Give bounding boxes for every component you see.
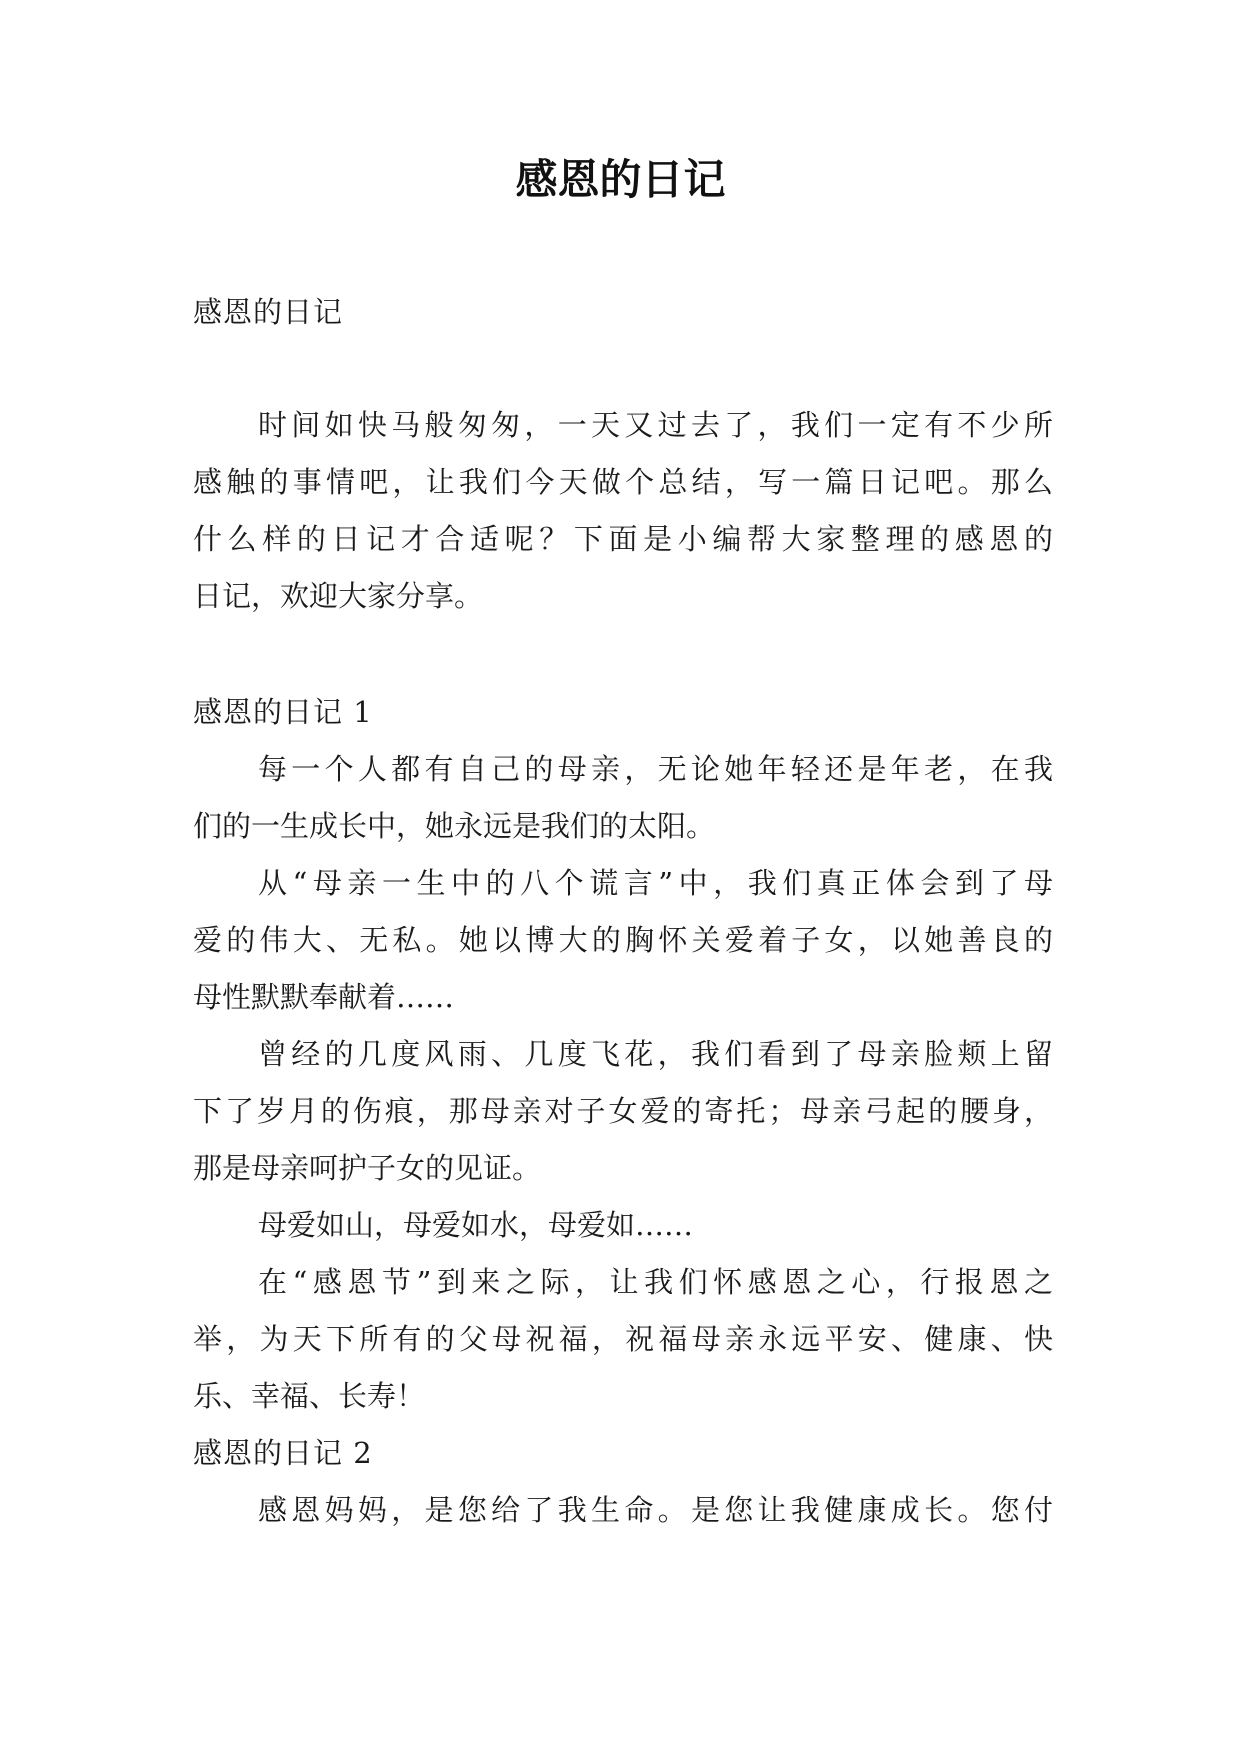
intro-line: 感触的事情吧，让我们今天做个总结，写一篇日记吧。那么 [193,465,1053,499]
intro-line: 时间如快马般匆匆，一天又过去了，我们一定有不少所 [258,408,1053,442]
subtitle: 感恩的日记 [193,295,344,329]
section1-line: 在“感恩节”到来之际，让我们怀感恩之心，行报恩之 [258,1265,1053,1299]
section-heading-2: 感恩的日记 2 [193,1436,373,1470]
section1-line: 母爱如山，母爱如水，母爱如…… [258,1208,694,1242]
section1-line: 举，为天下所有的父母祝福，祝福母亲永远平安、健康、快 [193,1322,1053,1356]
section1-line: 母性默默奉献着…… [193,980,455,1014]
section-heading-1: 感恩的日记 1 [193,695,373,729]
intro-line: 什么样的日记才合适呢？下面是小编帮大家整理的感恩的 [193,522,1053,556]
section1-line: 下了岁月的伤痕，那母亲对子女爱的寄托；母亲弓起的腰身， [193,1094,1053,1128]
section1-line: 曾经的几度风雨、几度飞花，我们看到了母亲脸颊上留 [258,1037,1053,1071]
section1-line: 们的一生成长中，她永远是我们的太阳。 [193,809,716,843]
intro-line: 日记，欢迎大家分享。 [193,579,484,613]
section1-line: 每一个人都有自己的母亲，无论她年轻还是年老，在我 [258,752,1053,786]
section1-line: 乐、幸福、长寿！ [193,1379,426,1413]
section1-line: 从“母亲一生中的八个谎言”中，我们真正体会到了母 [258,866,1053,900]
section1-line: 那是母亲呵护子女的见证。 [193,1151,542,1185]
document-title: 感恩的日记 [515,155,726,204]
section1-line: 爱的伟大、无私。她以博大的胸怀关爱着子女，以她善良的 [193,923,1053,957]
section2-line: 感恩妈妈，是您给了我生命。是您让我健康成长。您付 [258,1493,1053,1527]
